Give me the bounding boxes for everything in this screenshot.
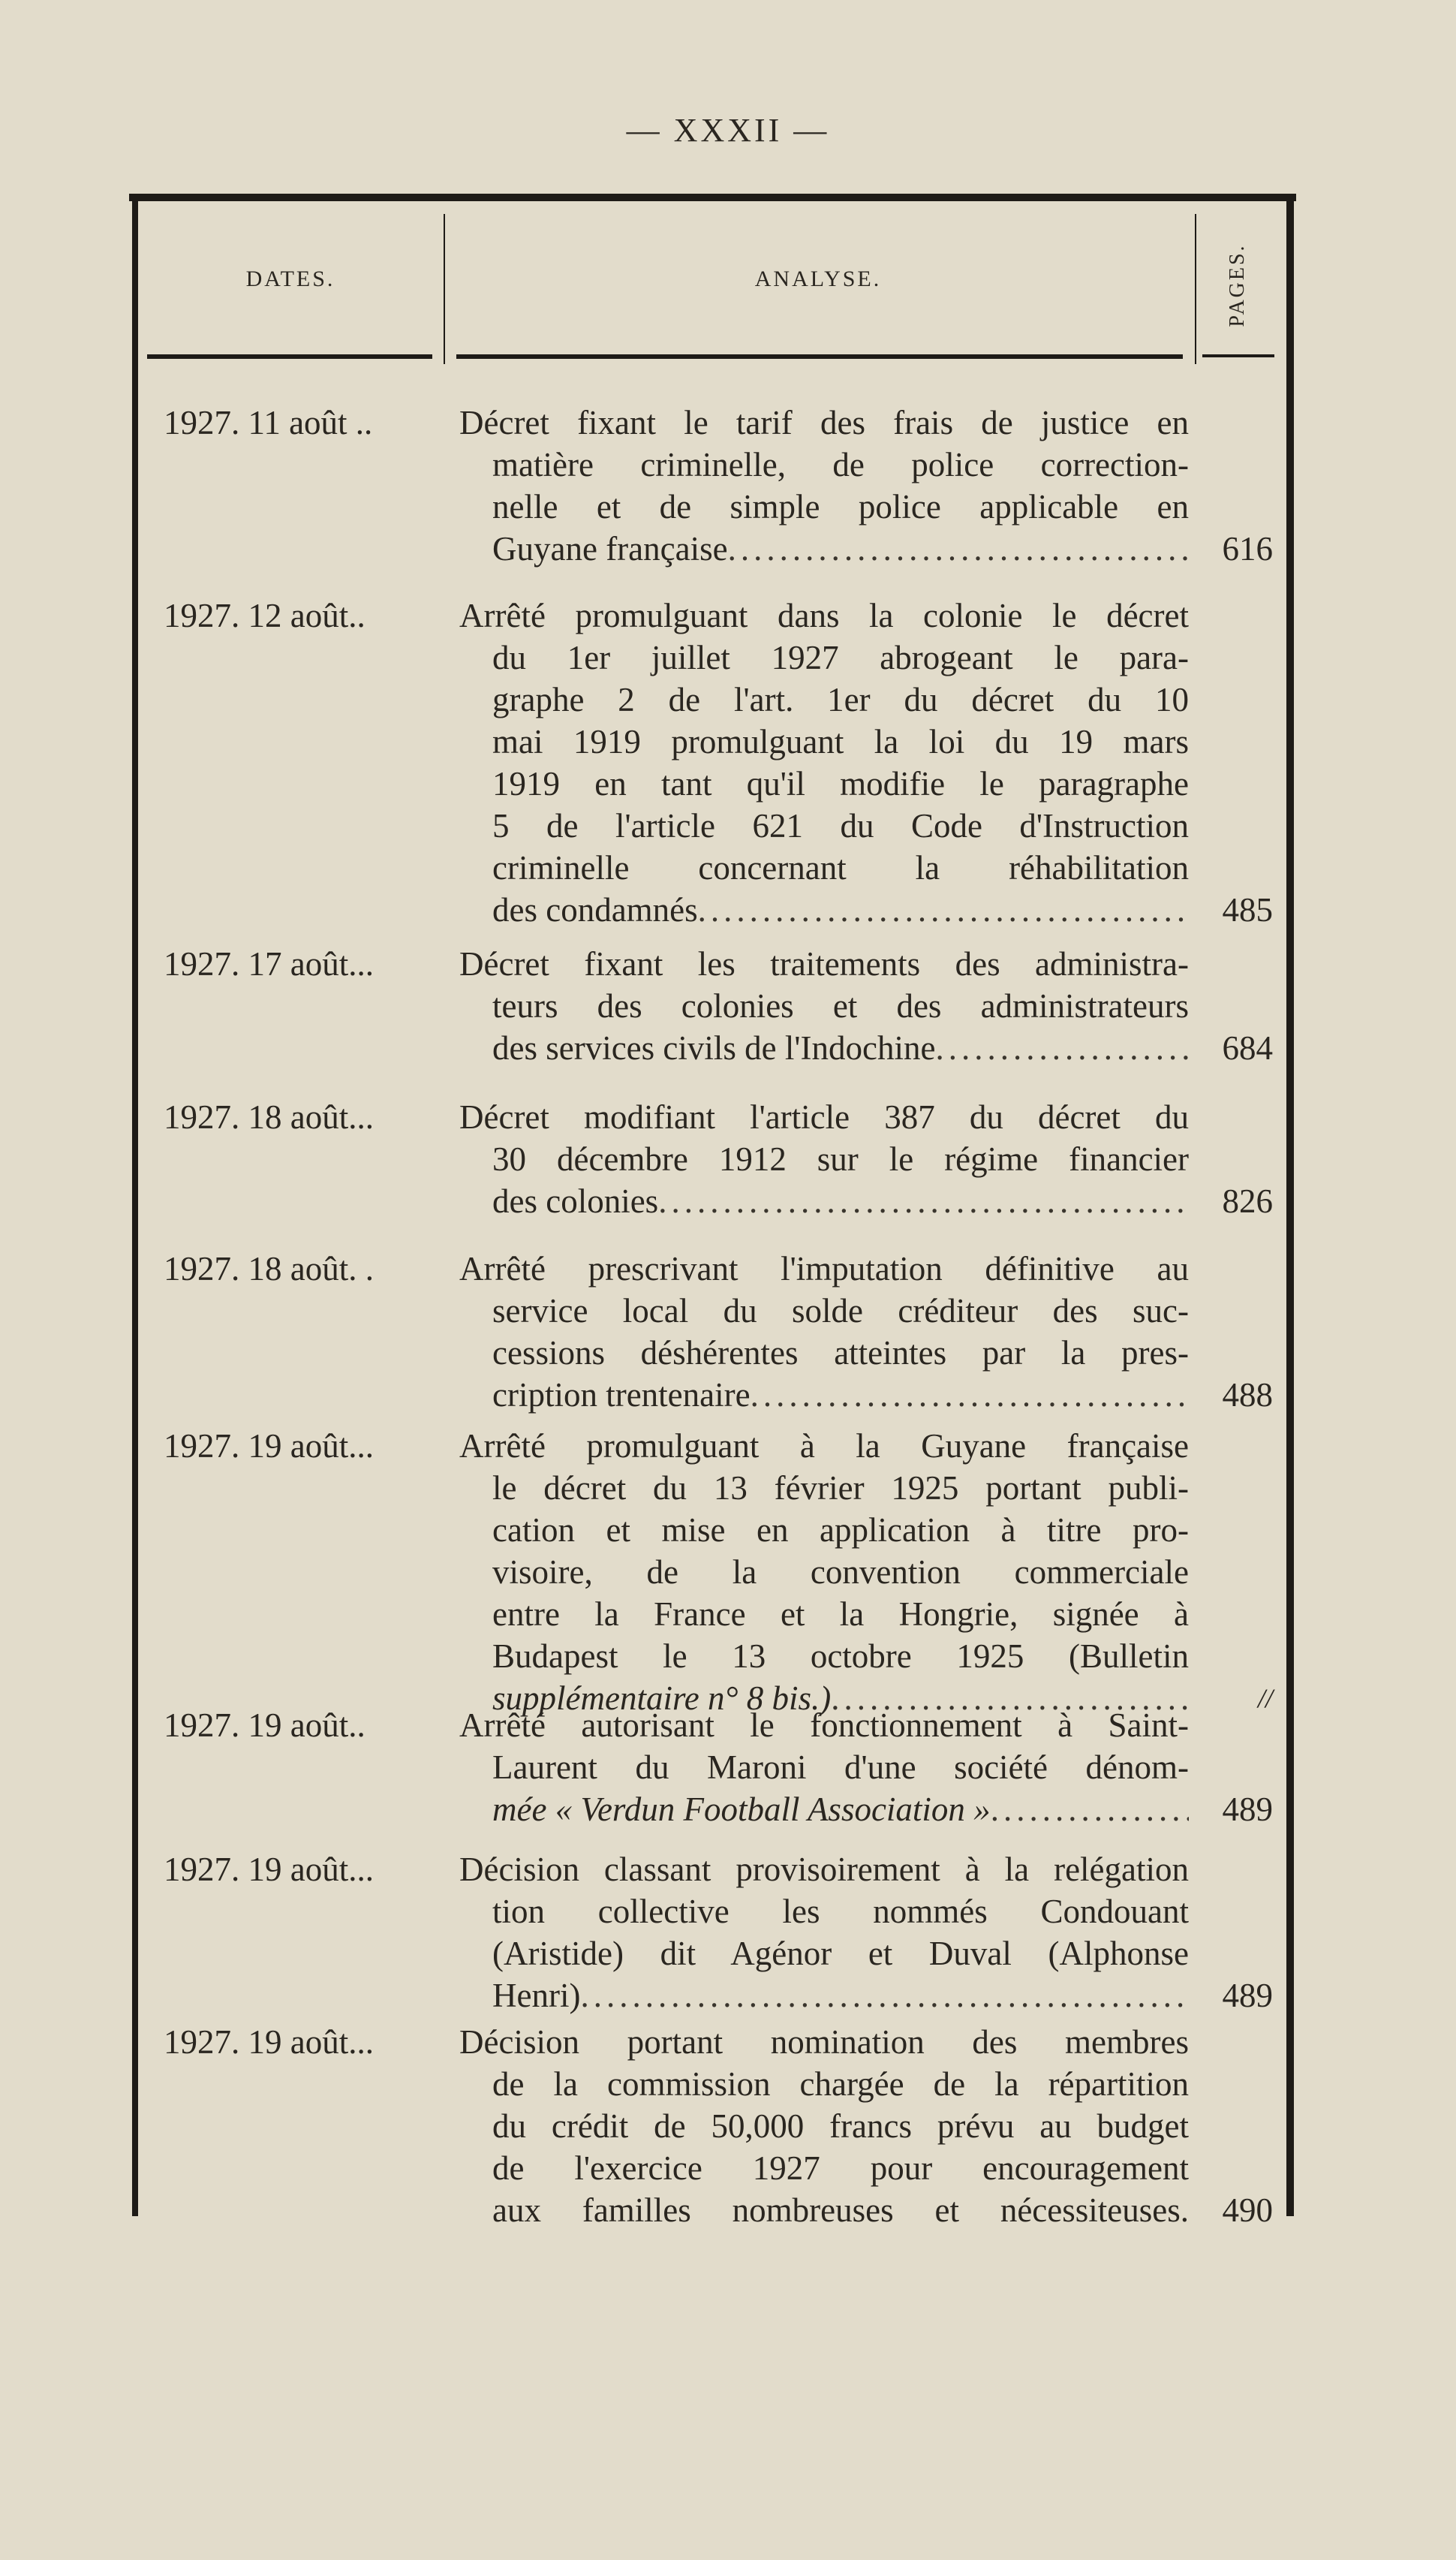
table-left-rule [132,197,138,2216]
header-analyse: ANALYSE. [754,267,882,291]
entry-page: 489 [1222,1977,1273,2014]
column-divider-dates [444,214,445,364]
entry-date: 1927. 19 août... [164,1851,374,1888]
entry-date: 1927. 19 août... [164,1427,374,1465]
header-underline-dates [147,354,432,359]
entry-date: 1927. 11 août .. [164,404,373,441]
entry-page: 489 [1222,1790,1273,1828]
entry-analysis: Arrêté promulguant dans la colonie le décret du 1er juillet 1927 abrogeant le para- graphe 2 de l'art. 1er du décret du 10 mai 1919 promulguant la loi du 19 mars 1919 en tant qu'il modifie le paragraphe 5 de l'article 621 du Code d'Instruction criminelle concernant la réhabilitation des condamnés ..... [459,595,1189,931]
column-divider-pages [1195,214,1196,364]
entry-date: 1927. 12 août.. [164,597,366,634]
entry-analysis: Décret fixant le tarif des frais de justice en matière criminelle, de police correction- nelle et de simple police applicable en Guyane française ..... [459,402,1189,570]
entry-date: 1927. 18 août... [164,1098,374,1136]
page-number: — XXXII — [626,112,830,149]
table-top-rule [129,194,1296,201]
entry-page: // [1257,1683,1273,1713]
entry-analysis: Décision portant nomination des membres de la commission chargée de la répartition du crédit de 50,000 francs prévu au budget de l'exercice 1927 pour encouragement aux familles nombreuses et nécessiteuses. [459,2023,1189,2229]
entry-date: 1927. 19 août... [164,2023,374,2061]
entry-analysis: Arrêté autorisant le fonctionnement à Saint- Laurent du Maroni d'une société dénom- mée « Verdun Football Association » ..... [459,1704,1189,1830]
entry-analysis: Décision classant provisoirement à la relégation tion collective les nommés Condouant (Aristide) dit Agénor et Duval (Alphonse Henri) ..... [459,1848,1189,2016]
entry-analysis: Décret fixant les traitements des administra- teurs des colonies et des administrateurs des services civils de l'Indochine ..... [459,943,1189,1069]
entry-analysis: Décret modifiant l'article 387 du décret du 30 décembre 1912 sur le régime financier des colonies ..... [459,1096,1189,1222]
entry-page: 616 [1222,530,1273,568]
header-pages: PAGES. [1226,243,1249,327]
entry-page: 485 [1222,891,1273,929]
entry-page: 490 [1222,2191,1273,2229]
entry-date: 1927. 18 août. . [164,1250,374,1288]
entry-date: 1927. 17 août... [164,945,374,983]
table-right-rule [1286,197,1294,2216]
entry-page: 826 [1222,1182,1273,1220]
header-dates: DATES. [245,267,335,291]
header-underline-analyse [456,354,1183,359]
entry-analysis: Arrêté promulguant à la Guyane française le décret du 13 février 1925 portant publi- cation et mise en application à titre pro- visoire, de la convention commerciale entre la France et la Hongrie, signée à Budapest le 13 octobre 1925 (Bulletin supplémentaire n° 8 bis.) ..... [459,1425,1189,1719]
entry-analysis: Arrêté prescrivant l'imputation définitive au service local du solde créditeur des suc- cessions déshérentes atteintes par la pres- cription trentenaire ..... [459,1248,1189,1416]
entry-date: 1927. 19 août.. [164,1706,366,1744]
entry-page: 684 [1222,1029,1273,1067]
entry-page: 488 [1222,1376,1273,1414]
